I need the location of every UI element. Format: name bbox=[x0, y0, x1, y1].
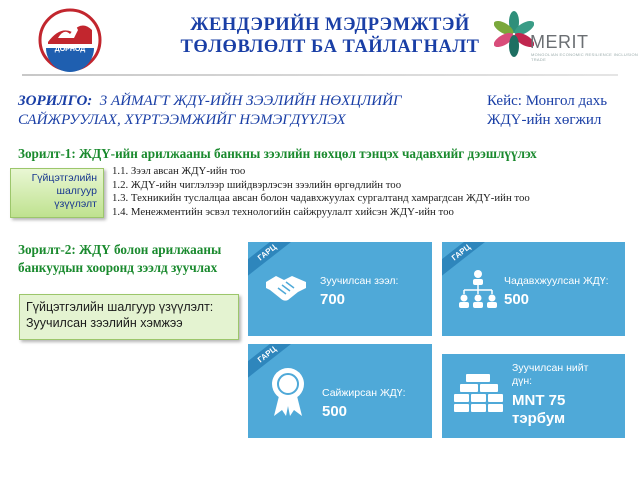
logo-left-text: ДОРНОД bbox=[54, 46, 86, 53]
output-card-loans bbox=[248, 242, 432, 336]
card-value-line-2: тэрбум bbox=[512, 410, 566, 427]
indicator-line-1: Гүйцэтгэлийн bbox=[31, 172, 97, 184]
measure-box bbox=[19, 294, 239, 340]
measure-line-1: Гүйцэтгэлийн шалгуур үзүүлэлт: bbox=[26, 300, 214, 314]
header-divider bbox=[22, 74, 618, 76]
measure-line-2: Зуучилсан зээлийн хэмжээ bbox=[26, 316, 183, 330]
card-value-line-1: MNT 75 bbox=[512, 392, 566, 409]
people-network-icon bbox=[456, 268, 500, 312]
objective-1-title: Зорилт-1: ЖДҮ-ийн арилжааны банкны зээлийн нөхцөл тэнцэх чадавхийг дээшлүүлэх bbox=[18, 146, 537, 161]
goal-statement bbox=[18, 92, 458, 130]
card-value: 500 bbox=[322, 403, 348, 420]
indicator-box bbox=[10, 168, 104, 218]
merit-logo-subtext: MONGOLIAN ECONOMIC RESILIENCE INCLUSION TRADE bbox=[531, 52, 639, 62]
card-label-line-1: Зуучилсан нийт bbox=[512, 362, 589, 374]
output-card-improved bbox=[248, 344, 432, 438]
list-item: 1.4. Менежментийн эсвэл технологийн сайжруулалт хийсэн ЖДҮ-ийн тоо bbox=[112, 205, 454, 218]
merit-logo-text: MERIT bbox=[530, 32, 589, 52]
case-label bbox=[487, 92, 637, 130]
title-line-2: ТӨЛӨВЛӨЛТ БА ТАЙЛАГНАЛТ bbox=[180, 37, 480, 57]
card-label: Зуучилсан зээл: bbox=[320, 275, 399, 287]
handshake-icon bbox=[264, 268, 308, 308]
card-label bbox=[512, 362, 588, 388]
gold-bars-icon bbox=[452, 372, 504, 418]
objective-1-items bbox=[112, 165, 530, 219]
case-line-1: Кейс: Монгол дахь bbox=[487, 93, 608, 109]
card-tag: ГАРЦ bbox=[248, 344, 297, 380]
goal-label: ЗОРИЛГО: bbox=[18, 93, 93, 109]
output-card-capacity bbox=[442, 242, 625, 336]
goal-text-line-2: САЙЖРУУЛАХ, ХҮРТЭЭМЖИЙГ НЭМЭГДҮҮЛЭХ bbox=[18, 112, 346, 128]
card-label: Чадавхжуулсан ЖДҮ: bbox=[504, 275, 609, 287]
award-ribbon-icon bbox=[268, 366, 308, 418]
card-label: Сайжирсан ЖДҮ: bbox=[322, 387, 406, 399]
title-line-1: ЖЕНДЭРИЙН МЭДРЭМЖТЭЙ bbox=[190, 15, 470, 35]
output-card-total bbox=[442, 354, 625, 438]
card-label-line-2: дүн: bbox=[512, 375, 533, 387]
case-line-2: ЖДҮ-ийн хөгжил bbox=[487, 112, 602, 128]
page-title bbox=[140, 14, 520, 58]
list-item: 1.3. Техникийн туслалцаа авсан болон чадавхжуулах сургалтанд хамрагдсан ЖДҮ-ийн тоо bbox=[112, 192, 530, 205]
card-value: 700 bbox=[320, 291, 346, 308]
goal-text-line-1: 3 АЙМАГТ ЖДҮ-ИЙН ЗЭЭЛИЙН НӨХЦЛИЙГ bbox=[99, 93, 402, 109]
objective-2-title-line-2: банкуудын хооронд зээлд зуучлах bbox=[18, 260, 218, 275]
card-tag: ГАРЦ bbox=[442, 242, 491, 278]
list-item: 1.2. ЖДҮ-ийн чиглэлээр шийдвэрлэсэн зээлийн өргөдлийн тоо bbox=[112, 178, 402, 191]
indicator-line-3: үзүүлэлт bbox=[54, 198, 97, 210]
card-value: 500 bbox=[504, 291, 530, 308]
list-item: 1.1. Зээл авсан ЖДҮ-ийн тоо bbox=[112, 165, 246, 177]
dornod-logo bbox=[38, 8, 102, 72]
card-tag: ГАРЦ bbox=[248, 242, 297, 278]
card-value bbox=[512, 392, 565, 428]
objective-2-title bbox=[18, 241, 248, 277]
objective-2-title-line-1: Зорилт-2: ЖДҮ болон арилжааны bbox=[18, 242, 222, 257]
indicator-line-2: шалгуур bbox=[56, 185, 97, 197]
